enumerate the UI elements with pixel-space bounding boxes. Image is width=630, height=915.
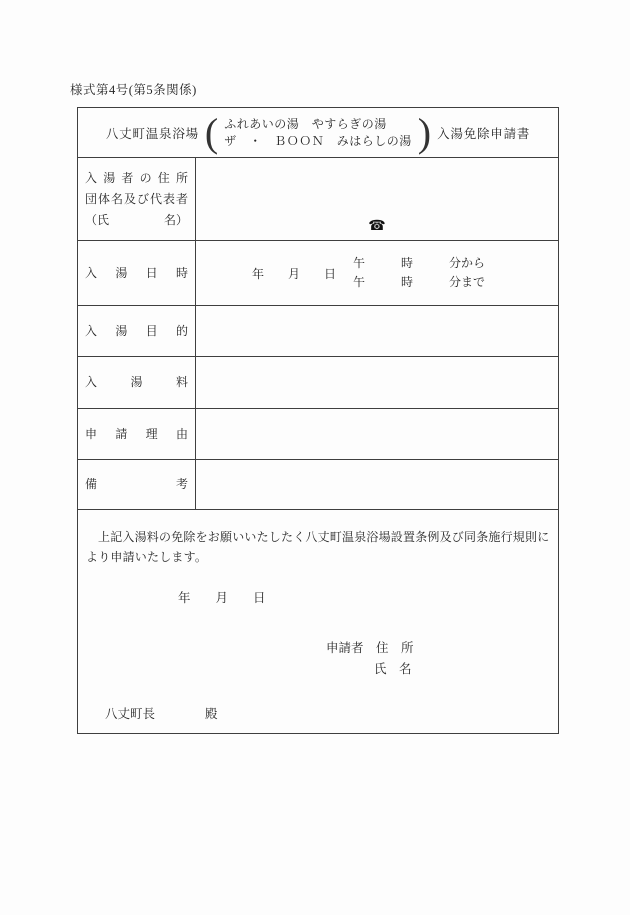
date-blank: 年 月 日 bbox=[252, 266, 337, 281]
reason-label-cell bbox=[78, 409, 196, 460]
signature-date-blank: 年 月 日 bbox=[178, 591, 266, 605]
datetime-row bbox=[78, 241, 559, 306]
reason-row bbox=[78, 409, 559, 460]
datetime-label-cell bbox=[78, 241, 196, 306]
applicant-label-cell bbox=[78, 158, 196, 241]
purpose-field-area bbox=[196, 306, 559, 357]
remarks-label-cell bbox=[78, 460, 196, 510]
application-form-table bbox=[77, 107, 559, 734]
signature-row bbox=[78, 510, 559, 734]
fee-label-cell bbox=[78, 357, 196, 409]
applicant-address-label: 申請者 住 所 bbox=[326, 641, 414, 655]
remarks-label: 備考 bbox=[85, 477, 188, 491]
bath-names-line1: ふれあいの湯 やすらぎの湯 bbox=[224, 117, 387, 131]
bath-name-list bbox=[224, 116, 412, 149]
close-bracket: ) bbox=[417, 109, 432, 155]
bath-names-line2: ザ ・ ＢＯＯＮ みはらしの湯 bbox=[224, 133, 412, 148]
applicant-label-line2: 団体名及び代表者 bbox=[85, 191, 188, 206]
title-cell bbox=[78, 108, 559, 158]
purpose-row bbox=[78, 306, 559, 357]
purpose-label-cell bbox=[78, 306, 196, 357]
time-to-blank: 午 時 分まで bbox=[353, 275, 486, 289]
fee-row bbox=[78, 357, 559, 409]
time-from-blank: 午 時 分から bbox=[353, 256, 486, 270]
applicant-field-area bbox=[196, 158, 559, 241]
datetime-label: 入湯日時 bbox=[85, 265, 188, 280]
applicant-row bbox=[78, 158, 559, 241]
purpose-label: 入湯目的 bbox=[85, 323, 188, 338]
fee-label: 入湯料 bbox=[85, 375, 188, 389]
remarks-row bbox=[78, 460, 559, 510]
reason-label: 申請理由 bbox=[85, 426, 188, 441]
applicant-name-label: 氏 名 bbox=[374, 662, 412, 676]
open-bracket: ( bbox=[204, 109, 219, 155]
form-title bbox=[78, 109, 558, 155]
addressee-label: 八丈町長 殿 bbox=[105, 707, 218, 721]
title-row bbox=[78, 108, 559, 158]
applicant-label-line3: （氏 名） bbox=[85, 212, 188, 227]
applicant-label-line1: 入湯者の住所 bbox=[85, 170, 188, 185]
phone-icon: ☎ bbox=[368, 219, 386, 234]
reason-field-area bbox=[196, 409, 559, 460]
datetime-field-area bbox=[196, 241, 559, 306]
time-range-blanks bbox=[353, 254, 485, 292]
title-document-name: 入湯免除申請書 bbox=[437, 126, 531, 141]
form-number-label: 様式第4号(第5条関係) bbox=[70, 83, 197, 97]
remarks-field-area bbox=[196, 460, 559, 510]
signature-cell bbox=[78, 510, 559, 734]
request-statement: 上記入湯料の免除をお願いいたしたく八丈町温泉浴場設置条例及び同条施行規則により申請いたします。 bbox=[86, 530, 550, 564]
datetime-blanks bbox=[196, 254, 558, 292]
fee-field-area bbox=[196, 357, 559, 409]
title-facility: 八丈町温泉浴場 bbox=[105, 126, 199, 141]
